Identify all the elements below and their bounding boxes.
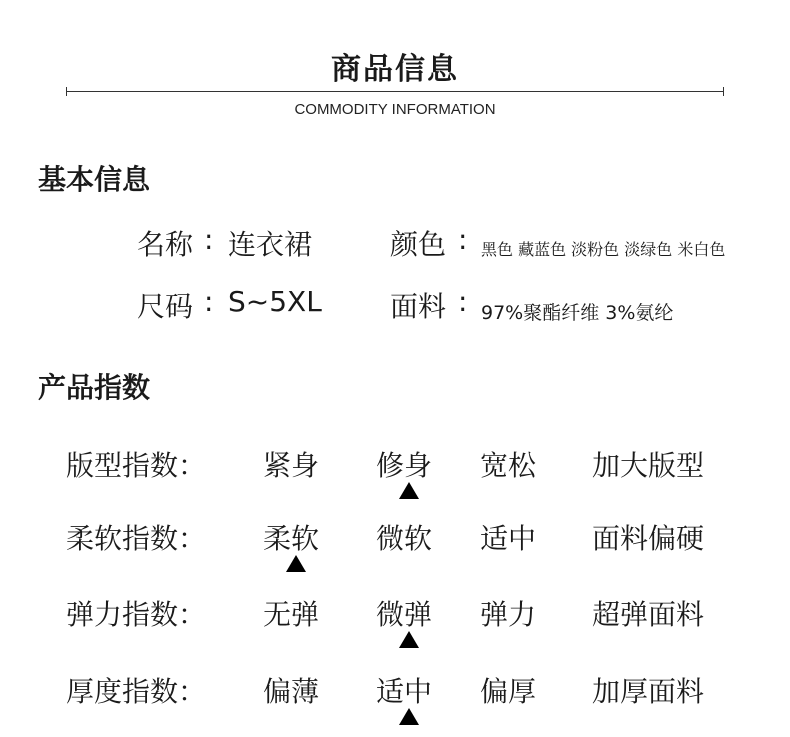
index-option: 面料偏硬: [592, 522, 705, 555]
index-option: 偏厚: [480, 675, 537, 708]
name-label: 名称: [137, 228, 194, 261]
index-option: 适中: [480, 522, 537, 555]
color-colon: :: [458, 223, 468, 256]
index-row-label: 版型指数：: [66, 449, 207, 482]
index-option: 柔软: [263, 522, 320, 555]
index-row-label: 厚度指数：: [66, 675, 207, 708]
size-value: S~5XL: [228, 285, 322, 318]
size-label: 尺码: [137, 290, 194, 323]
index-row-label: 柔软指数：: [66, 522, 207, 555]
name-value: 连衣裙: [228, 228, 313, 261]
product-index-heading: 产品指数: [38, 371, 151, 404]
index-option: 宽松: [480, 449, 537, 482]
index-option: 适中: [376, 675, 433, 708]
basic-info-heading: 基本信息: [38, 163, 151, 196]
color-label: 颜色: [390, 228, 447, 261]
index-row-label: 弹力指数：: [66, 598, 207, 631]
index-option: 无弹: [263, 598, 320, 631]
index-option: 偏薄: [263, 675, 320, 708]
selected-marker-icon: [286, 555, 306, 572]
page-title: 商品信息: [331, 52, 459, 87]
selected-marker-icon: [399, 482, 419, 499]
color-value: 黑色 藏蓝色 淡粉色 淡绿色 米白色: [481, 240, 726, 259]
index-option: 加大版型: [592, 449, 705, 482]
page-subtitle: COMMODITY INFORMATION: [294, 101, 496, 118]
divider-right-tick: [723, 87, 724, 96]
header-divider: [66, 91, 724, 92]
divider-left-tick: [66, 87, 67, 96]
index-option: 超弹面料: [592, 598, 705, 631]
fabric-label: 面料: [390, 290, 447, 323]
selected-marker-icon: [399, 631, 419, 648]
size-colon: :: [204, 285, 214, 318]
name-colon: :: [204, 223, 214, 256]
index-option: 修身: [376, 449, 433, 482]
selected-marker-icon: [399, 708, 419, 725]
index-option: 微软: [376, 522, 433, 555]
fabric-colon: :: [458, 285, 468, 318]
index-option: 加厚面料: [592, 675, 705, 708]
index-option: 紧身: [263, 449, 320, 482]
index-option: 微弹: [376, 598, 433, 631]
index-option: 弹力: [480, 598, 537, 631]
fabric-value: 97%聚酯纤维 3%氨纶: [481, 302, 674, 324]
